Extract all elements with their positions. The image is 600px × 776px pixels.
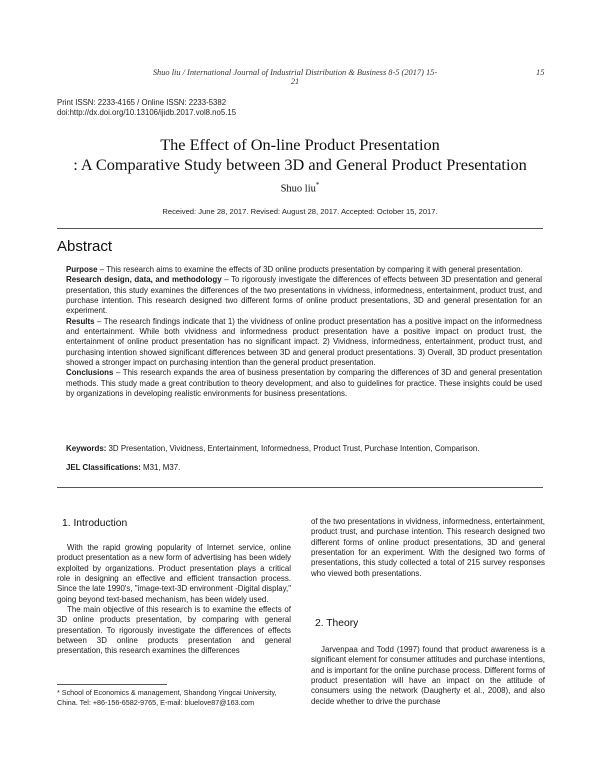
- results-label: Results: [66, 316, 95, 326]
- abstract-results: [66, 317, 542, 369]
- design-text: – To rigorously investigate the differences of effects between 3D presentation and general presentation, this study examines the differences of the two presentations in vividness, informedness, entertainment, product trust, and purchase intention. This research designed two different forms of online product presentations, 3D and general presentation for an experiment.: [66, 275, 543, 316]
- divider-bottom: [57, 487, 543, 488]
- design-label: Research design, data, and methodology: [66, 275, 222, 285]
- intro-paragraph-1: With the rapid growing popularity of Internet service, online product presentation as a new form of advertising has been widely exploited by organizations. Product presentation plays a critical role in designing an effective and efficient transaction process. Since the late 1990's, "image-text-3D environment -Digital display," going beyond text-based mechanism, has been widely used.: [57, 543, 291, 604]
- footnote-divider: [57, 684, 167, 685]
- keywords-text: 3D Presentation, Vividness, Entertainment, Informedness, Product Trust, Purchase Intention, Comparison.: [106, 444, 480, 453]
- theory-paragraph-1: Jarvenpaa and Todd (1997) found that product awareness is a significant element for consumer attitudes and purchase intentions, and is important for the online purchase process. Different forms of product presentation will have an impact on the attitude of consumers using the network (Daugherty et al., 2008), and also decide whether to drive the purchase: [311, 645, 545, 706]
- footnote: [57, 688, 297, 708]
- results-text: – The research findings indicate that 1) the vividness of online product presentation has a positive impact on the informedness and entertainment. While both vividness and informedness product presentation have a positive impact on product trust, the entertainment of online product presentation has no significant impact. 2) Vividness, informedness, entertainment, product trust, and purchasing intention showed significant differences between 3D and general product presentations. 3) Overall, 3D product presentation showed a stronger impact on purchasing intention than the general product presentation.: [66, 316, 542, 368]
- received-dates: Received: June 28, 2017. Revised: August 28, 2017. Accepted: October 15, 2017.: [162, 207, 438, 216]
- author: [40, 181, 560, 195]
- title-line-2: : A Comparative Study between 3D and General Product Presentation: [73, 154, 527, 174]
- purpose-text: – This research aims to examine the effects of 3D online products presentation by comparing it with general presentation.: [97, 265, 523, 274]
- author-mark: *: [315, 181, 320, 189]
- abstract-design: [66, 275, 542, 316]
- intro-continued-paragraph: of the two presentations in vividness, informedness, entertainment, product trust, and purchase intention. This research designed two different forms of online product presentations, 3D and general presentation for an experiment. With the designed two forms of presentations, this study collected a total of 215 survey responses who viewed both presentations.: [311, 517, 545, 578]
- doi-line: doi:http://dx.doi.org/10.13106/ijidb.2017.vol8.no5.15: [57, 108, 237, 117]
- footnote-line-1: * School of Economics & management, Shandong Yingcai University,: [57, 688, 277, 697]
- issn-block: [57, 98, 236, 118]
- footnote-line-2: China. Tel: +86-156-6582-9765, E-mail: bluelove87@163.com: [57, 698, 255, 707]
- abstract-purpose: [66, 265, 542, 275]
- abstract-heading: Abstract: [57, 238, 113, 255]
- jel-label: JEL Classifications:: [66, 463, 141, 472]
- abstract-body: [66, 265, 542, 399]
- divider-top: [57, 228, 543, 229]
- jel-classifications: [66, 463, 542, 472]
- issn-line: Print ISSN: 2233-4165 / Online ISSN: 2233-5382: [57, 98, 227, 107]
- purpose-label: Purpose: [66, 265, 98, 274]
- right-column-bottom: [311, 645, 545, 707]
- conclusions-label: Conclusions: [66, 368, 114, 378]
- keywords-label: Keywords:: [66, 444, 107, 453]
- page-number: 15: [536, 68, 545, 77]
- title-line-1: The Effect of On-line Product Presentation: [160, 135, 440, 154]
- keywords: [66, 444, 542, 453]
- intro-paragraph-2: The main objective of this research is to examine the effects of 3D online products presentation, by comparing with general presentation. To rigorously investigate the differences of effects between 3D online products presentation and general presentation, this research examines the differences: [57, 605, 291, 656]
- left-column: [57, 543, 291, 657]
- paper-title: [40, 135, 560, 174]
- section-heading-introduction: 1. Introduction: [62, 518, 128, 529]
- author-name: Shuo liu: [280, 183, 316, 195]
- right-column-top: [311, 517, 545, 579]
- conclusions-text: – This research expands the area of business presentation by comparing the differences of 3D and general presentation methods. This study made a great contribution to theory development, and also to guidelines for practice. These insights could be used by organizations in developing realistic environments for business presentations.: [66, 368, 542, 399]
- abstract-conclusions: [66, 368, 542, 399]
- running-head: Shuo liu / International Journal of Industrial Distribution & Business 8-5 (2017) 15-21: [152, 68, 438, 86]
- section-heading-theory: 2. Theory: [315, 618, 359, 629]
- jel-text: M31, M37.: [140, 463, 181, 472]
